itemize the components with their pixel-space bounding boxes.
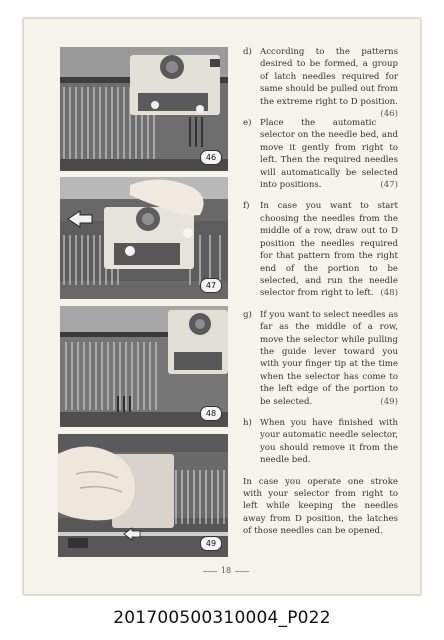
- figure-photo-46: [60, 47, 228, 171]
- figure-reference: (48): [380, 288, 398, 299]
- instruction-item-d: [243, 46, 398, 120]
- figure-number-badge: 47: [200, 278, 222, 293]
- figure-number-badge: 49: [200, 536, 222, 551]
- item-label: e): [243, 118, 252, 129]
- item-label: d): [243, 47, 252, 57]
- item-text: If you want to select needles as far as the middle of a row, move the selector while pulling the guide lever toward you with your finger tip at the time when the selector has come to the left edge of the portion to be selected.: [260, 309, 398, 407]
- item-text: When you have finished with your automatic needle selector, you should remove it from the needle bed.: [260, 417, 398, 466]
- item-label: f): [243, 201, 250, 212]
- page-number-text: 18: [220, 566, 232, 575]
- figure-reference: (47): [380, 180, 398, 191]
- closing-paragraph: In case you operate one stroke with your selector from right to left while keeping the needles away from D position, the latches of those needles can be opened.: [243, 476, 398, 537]
- instruction-text-column: [243, 46, 398, 538]
- item-text: In case you want to start choosing the needles from the middle of a row, draw out to D position the needles required for that pattern from the right end of the portion to be selected, and run the needle selector from right to left.: [260, 201, 398, 299]
- figure-number-badge: 46: [200, 150, 222, 165]
- archive-caption: 201700500310004_P022: [113, 608, 331, 628]
- item-text: Place the automatic selector on the needle bed, and move it gently from right to left. Then the required needles will automatically be selected into positions.: [260, 118, 398, 191]
- figure-number-badge: 48: [200, 406, 222, 421]
- figure-photo-47: [60, 177, 228, 299]
- instruction-item-e: [243, 117, 398, 191]
- item-text: According to the patterns desired to be formed, a group of latch needles required for same should be pulled out from the extreme right to D position.: [260, 47, 398, 107]
- figure-photo-48: [60, 306, 228, 427]
- instruction-item-h: [243, 417, 398, 467]
- figure-reference: (46): [380, 109, 398, 120]
- item-label: h): [243, 417, 252, 428]
- item-label: g): [243, 309, 252, 320]
- page-number: [196, 566, 256, 575]
- instruction-item-f: [243, 200, 398, 299]
- instruction-item-g: [243, 309, 398, 408]
- figure-photo-49: [58, 434, 228, 557]
- figure-reference: (49): [380, 396, 398, 407]
